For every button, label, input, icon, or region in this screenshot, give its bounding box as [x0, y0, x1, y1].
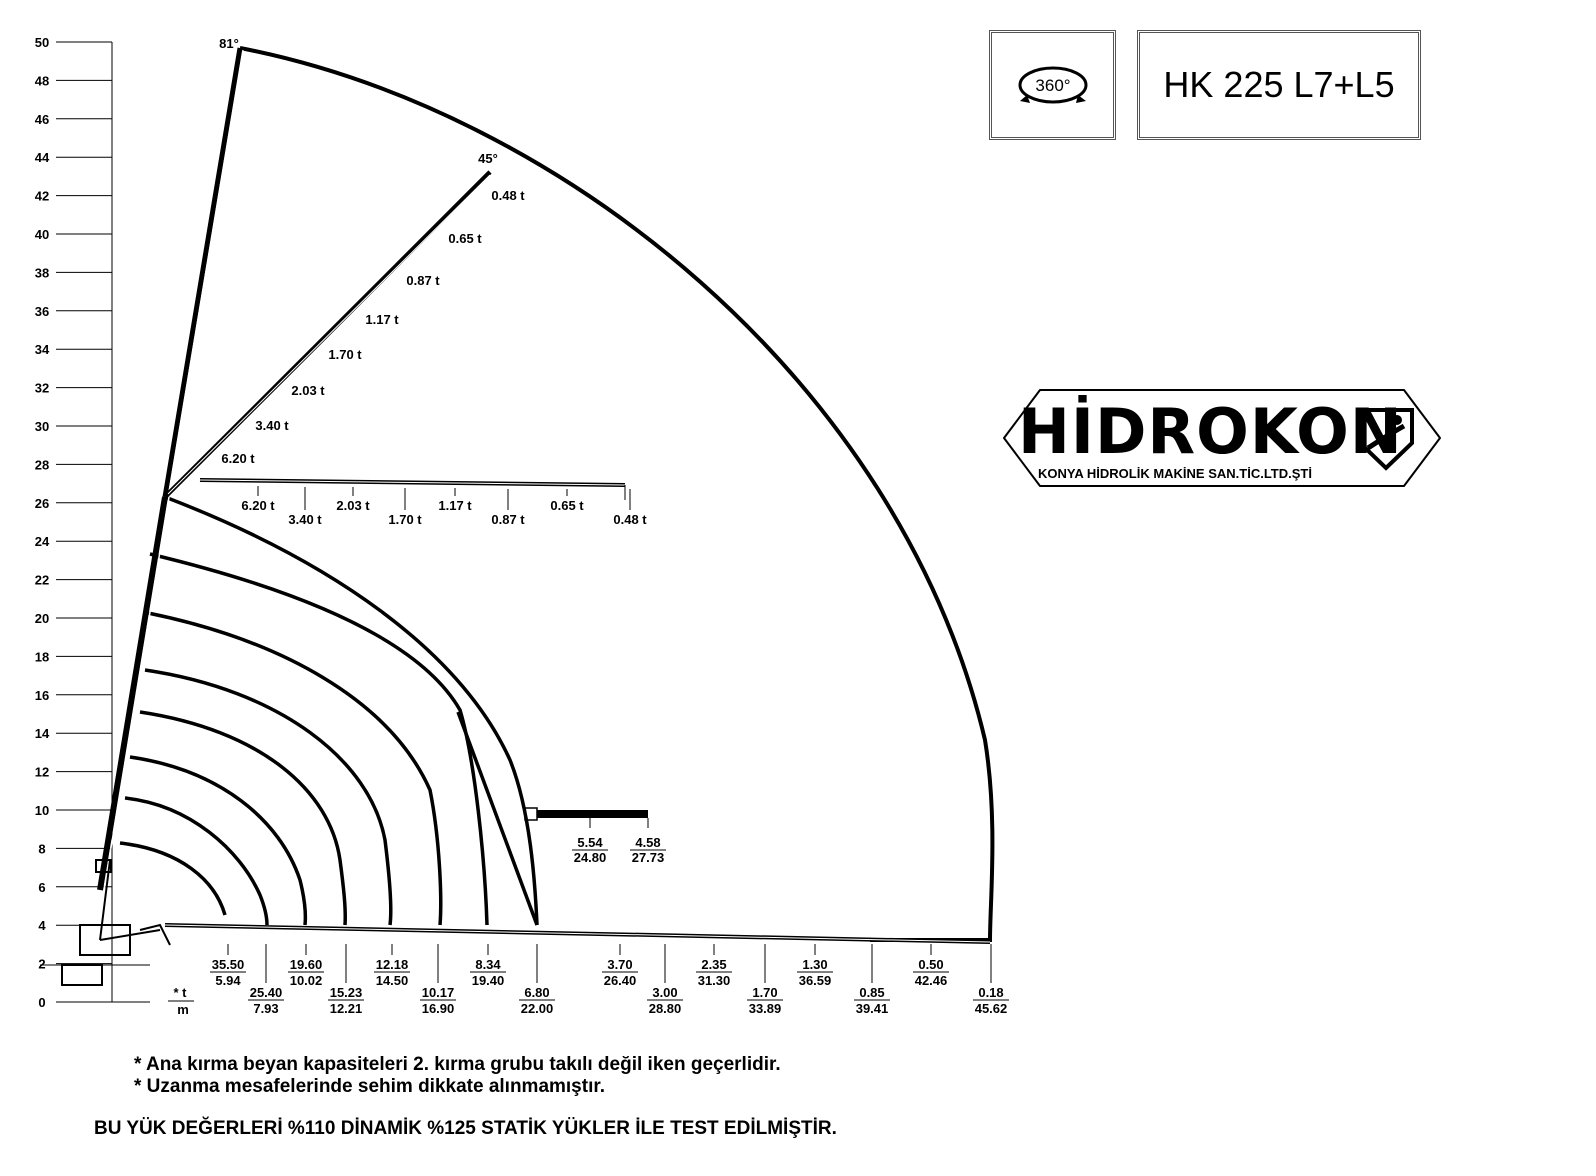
mid-capacity-t: 5.54 [577, 835, 603, 850]
y-tick-label: 44 [34, 150, 50, 166]
ground-capacity-t: 1.70 [752, 985, 778, 1000]
boom-horizontal-load-label: 6.20 t [241, 498, 275, 513]
y-tick-label: 42 [34, 188, 50, 204]
crane-boom-mid-segment [525, 808, 648, 828]
ground-capacity-t: 1.30 [802, 957, 828, 972]
model-title: HK 225 L7+L5 [1163, 64, 1395, 105]
unit-m-label: m [177, 1002, 189, 1017]
ground-capacity-m: 12.21 [329, 1001, 363, 1016]
y-tick-label: 48 [34, 73, 50, 89]
y-tick-label: 16 [34, 687, 50, 703]
crane-boom-horizontal-upper [200, 480, 625, 500]
ground-capacity-m: 45.62 [974, 1001, 1008, 1016]
y-tick-label: 6 [38, 879, 46, 895]
y-tick-label: 50 [34, 35, 50, 50]
y-tick-label: 24 [34, 534, 50, 550]
y-tick-label: 2 [38, 956, 46, 972]
crane-base [40, 860, 170, 985]
ground-capacity-m: 10.02 [289, 973, 323, 988]
ground-capacity-m: 42.46 [914, 973, 948, 988]
ground-capacity-t: 25.40 [249, 985, 283, 1000]
crane-main-boom [100, 48, 243, 890]
y-tick-label: 40 [34, 227, 50, 242]
y-tick-label: 26 [34, 495, 50, 511]
ground-capacity-t: 6.80 [524, 985, 550, 1000]
ground-capacity-t: 2.35 [701, 957, 727, 972]
y-tick-label: 22 [34, 572, 50, 588]
boom-horizontal-load-label: 1.17 t [438, 498, 472, 513]
company-logo [1000, 388, 1444, 488]
ground-capacity-t: 0.18 [978, 985, 1004, 1000]
ground-capacity-m: 7.93 [253, 1001, 279, 1016]
y-tick-label: 14 [34, 726, 50, 742]
boom45-load-label: 0.48 t [491, 188, 525, 203]
logo-subtitle: KONYA HİDROLİK MAKİNE SAN.TİC.LTD.ŞTİ [1038, 466, 1312, 481]
y-tick-label: 0 [38, 995, 46, 1010]
ground-capacity-t: 3.70 [607, 957, 633, 972]
ground-capacity-m: 5.94 [215, 973, 241, 988]
y-tick-label: 8 [38, 841, 46, 857]
boom-horizontal-load-label: 3.40 t [288, 512, 322, 527]
angle-label-81: 81° [219, 36, 239, 51]
y-tick-label: 4 [38, 918, 46, 934]
mid-capacity-m: 24.80 [573, 850, 607, 865]
ground-capacity-t: 8.34 [475, 957, 501, 972]
boom-horizontal-load-label: 0.65 t [550, 498, 584, 513]
inner-envelope-arcs [120, 497, 537, 925]
test-statement: BU YÜK DEĞERLERİ %110 DİNAMİK %125 STATİK YÜKLER İLE TEST EDİLMİŞTİR. [94, 1118, 837, 1139]
note-deflection: * Uzanma mesafelerinde sehim dikkate alınmamıştır. [134, 1076, 605, 1097]
y-tick-label: 36 [34, 303, 50, 319]
ground-capacity-t: 3.00 [652, 985, 678, 1000]
ground-capacity-m: 39.41 [855, 1001, 889, 1016]
ground-capacity-m: 16.90 [421, 1001, 455, 1016]
boom-horizontal-load-label: 2.03 t [336, 498, 370, 513]
boom45-load-label: 2.03 t [291, 383, 325, 398]
y-tick-label: 46 [34, 111, 50, 127]
ground-capacity-t: 19.60 [289, 957, 323, 972]
ground-capacity-m: 26.40 [603, 973, 637, 988]
ground-capacity-t: 15.23 [329, 985, 363, 1000]
boom45-load-label: 0.87 t [406, 273, 440, 288]
boom45-load-label: 1.17 t [365, 312, 399, 327]
y-tick-label: 18 [34, 649, 50, 665]
ground-capacity-m: 31.30 [697, 973, 731, 988]
y-tick-label: 12 [34, 764, 50, 780]
y-tick-label: 20 [34, 611, 50, 626]
angle-label-45: 45° [478, 151, 498, 166]
boom45-load-label: 3.40 t [255, 418, 289, 433]
model-title-box [1137, 30, 1421, 140]
ground-capacity-t: 12.18 [375, 957, 409, 972]
boom45-load-label: 0.65 t [448, 231, 482, 246]
crane-boom-horizontal-lower [165, 925, 990, 942]
boom-horizontal-load-label: 1.70 t [388, 512, 422, 527]
mid-capacity-t: 4.58 [635, 835, 661, 850]
ground-capacity-m: 19.40 [471, 973, 505, 988]
rotation-box [989, 30, 1116, 140]
y-tick-label: 28 [34, 457, 50, 473]
rotation-360-icon [992, 33, 1113, 137]
ground-capacity-m: 28.80 [648, 1001, 682, 1016]
ground-capacity-t: 35.50 [211, 957, 245, 972]
y-axis [35, 35, 112, 1010]
logo-brand: HİDROKON [1018, 395, 1403, 468]
y-tick-label: 38 [34, 265, 50, 281]
mid-capacity-m: 27.73 [631, 850, 665, 865]
rotation-label: 360° [1035, 76, 1071, 95]
y-tick-label: 10 [34, 803, 50, 818]
y-tick-label: 30 [34, 419, 50, 434]
ground-capacity-m: 22.00 [520, 1001, 554, 1016]
unit-t-label: * t [173, 985, 187, 1000]
boom45-load-label: 6.20 t [221, 451, 255, 466]
boom-horizontal-load-label: 0.87 t [491, 512, 525, 527]
boom-horizontal-load-label: 0.48 t [613, 512, 647, 527]
y-tick-label: 32 [34, 380, 50, 396]
ground-capacity-t: 10.17 [421, 985, 455, 1000]
boom45-load-label: 1.70 t [328, 347, 362, 362]
ground-capacity-t: 0.50 [918, 957, 944, 972]
note-main-boom: * Ana kırma beyan kapasiteleri 2. kırma grubu takılı değil iken geçerlidir. [134, 1054, 781, 1075]
ground-capacity-m: 33.89 [748, 1001, 782, 1016]
y-tick-label: 34 [34, 342, 50, 358]
ground-capacity-t: 0.85 [859, 985, 885, 1000]
ground-capacity-m: 36.59 [798, 973, 832, 988]
ground-capacity-m: 14.50 [375, 973, 409, 988]
